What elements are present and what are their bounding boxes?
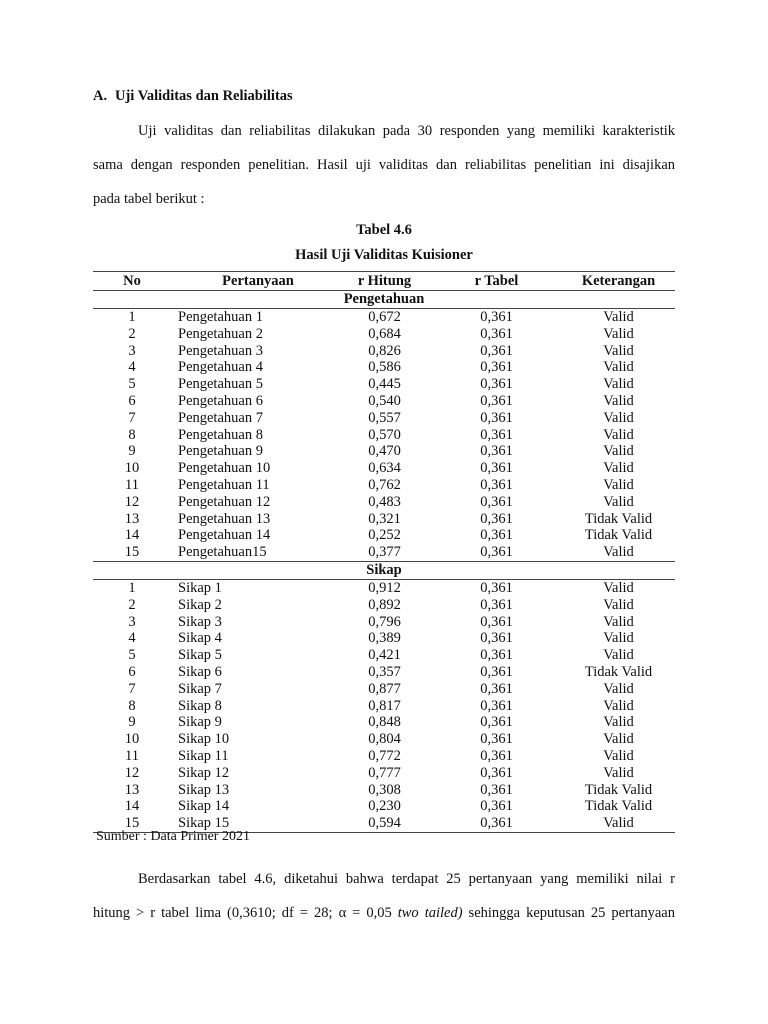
cell-keterangan: Valid <box>603 544 634 561</box>
table-row <box>93 527 675 544</box>
cell-r-hitung: 0,848 <box>368 714 401 731</box>
table-row <box>93 511 675 528</box>
cell-r-tabel: 0,361 <box>480 798 513 815</box>
cell-question: Sikap 3 <box>178 613 222 630</box>
cell-r-hitung: 0,777 <box>368 764 401 781</box>
cell-r-hitung: 0,796 <box>368 613 401 630</box>
cell-no: 10 <box>124 731 140 748</box>
cell-r-hitung: 0,557 <box>368 409 401 426</box>
cell-question: Pengetahuan 3 <box>178 342 263 359</box>
cell-r-tabel: 0,361 <box>480 731 513 748</box>
section-row <box>93 561 675 579</box>
cell-question: Pengetahuan 12 <box>178 493 271 510</box>
table-row <box>93 630 675 647</box>
cell-keterangan: Valid <box>603 426 634 443</box>
cell-keterangan: Valid <box>603 309 634 325</box>
cell-r-tabel: 0,361 <box>480 426 513 443</box>
cell-question: Sikap 7 <box>178 680 222 697</box>
cell-r-tabel: 0,361 <box>480 747 513 764</box>
cell-no: 15 <box>93 815 171 832</box>
cell-keterangan: Valid <box>603 376 634 393</box>
cell-r-tabel: 0,361 <box>480 309 513 325</box>
cell-r-tabel: 0,361 <box>480 460 513 477</box>
cell-keterangan: Tidak Valid <box>584 510 653 527</box>
section-label: Pengetahuan <box>93 291 675 309</box>
intro-paragraph <box>93 114 675 216</box>
conclusion-line-2-start: hitung > r tabel lima (0,3610; df = 28; α = 0,05 <box>93 905 398 921</box>
cell-question: Pengetahuan 5 <box>178 376 263 393</box>
table-row <box>93 460 675 477</box>
cell-r-tabel: 0,361 <box>480 647 513 664</box>
cell-r-hitung: 0,445 <box>368 376 401 393</box>
cell-no: 12 <box>124 764 140 781</box>
cell-r-hitung: 0,672 <box>368 309 401 325</box>
cell-question: Sikap 10 <box>178 731 230 748</box>
cell-keterangan: Valid <box>562 815 675 832</box>
table-title: Hasil Uji Validitas Kuisioner <box>295 247 473 263</box>
cell-r-tabel: 0,361 <box>480 764 513 781</box>
cell-question: Sikap 12 <box>178 764 230 781</box>
section-row <box>93 291 675 309</box>
cell-keterangan: Tidak Valid <box>584 798 653 815</box>
cell-question: Pengetahuan 7 <box>178 409 263 426</box>
intro-line-1: Uji validitas dan reliabilitas dilakukan pada 30 responden yang memiliki karakteristik <box>138 123 675 139</box>
cell-r-hitung: 0,483 <box>368 493 401 510</box>
header-no: No <box>93 272 171 291</box>
cell-no: 1 <box>128 579 136 596</box>
cell-r-hitung: 0,772 <box>368 747 401 764</box>
cell-r-tabel: 0,361 <box>480 392 513 409</box>
conclusion-italic: two tailed) <box>397 905 463 921</box>
cell-no: 9 <box>128 443 136 460</box>
cell-keterangan: Tidak Valid <box>584 781 653 798</box>
cell-question: Sikap 8 <box>178 697 222 714</box>
cell-keterangan: Valid <box>603 680 634 697</box>
cell-no: 8 <box>128 426 136 443</box>
cell-question: Pengetahuan 4 <box>178 359 263 376</box>
section-heading <box>93 88 293 105</box>
header-r-hitung: r Hitung <box>338 272 431 291</box>
cell-keterangan: Valid <box>603 714 634 731</box>
table-row <box>93 731 675 748</box>
table-row <box>93 477 675 494</box>
cell-no: 12 <box>124 493 140 510</box>
table-caption: Tabel 4.6 <box>356 222 412 238</box>
cell-no: 10 <box>124 460 140 477</box>
cell-keterangan: Valid <box>603 342 634 359</box>
intro-line-3: pada tabel berikut : <box>93 191 205 207</box>
cell-r-hitung: 0,634 <box>368 460 401 477</box>
cell-no: 2 <box>128 325 136 342</box>
cell-keterangan: Valid <box>603 697 634 714</box>
cell-keterangan: Valid <box>603 731 634 748</box>
table-row <box>93 748 675 765</box>
cell-r-hitung: 0,470 <box>368 443 401 460</box>
cell-r-hitung: 0,586 <box>368 359 401 376</box>
cell-keterangan: Valid <box>603 630 634 647</box>
conclusion-paragraph <box>93 862 675 930</box>
table-row <box>93 343 675 360</box>
cell-no: 7 <box>128 680 136 697</box>
section-number: A. <box>93 88 108 104</box>
cell-r-tabel: 0,361 <box>480 663 513 680</box>
cell-r-tabel: 0,361 <box>431 815 562 832</box>
cell-r-tabel: 0,361 <box>480 697 513 714</box>
table-row <box>93 664 675 681</box>
cell-no: 11 <box>125 747 139 764</box>
cell-r-tabel: 0,361 <box>480 613 513 630</box>
conclusion-line-2 <box>93 896 675 930</box>
header-r-tabel: r Tabel <box>431 272 562 291</box>
section-title: Uji Validitas dan Reliabilitas <box>115 88 293 104</box>
cell-question: Pengetahuan15 <box>178 544 267 561</box>
table-row <box>93 393 675 410</box>
conclusion-line-2-end: sehingga keputusan 25 pertanyaan <box>462 905 675 921</box>
cell-r-hitung: 0,817 <box>368 697 401 714</box>
table-row <box>93 427 675 444</box>
cell-keterangan: Valid <box>603 596 634 613</box>
intro-line-2: sama dengan responden penelitian. Hasil uji validitas dan reliabilitas penelitian ini disajikan <box>93 157 675 173</box>
cell-r-tabel: 0,361 <box>480 596 513 613</box>
table-row <box>93 681 675 698</box>
cell-question: Pengetahuan 8 <box>178 426 263 443</box>
cell-r-tabel: 0,361 <box>480 476 513 493</box>
table-row <box>93 359 675 376</box>
cell-keterangan: Valid <box>603 359 634 376</box>
table-row <box>93 376 675 393</box>
cell-keterangan: Valid <box>603 392 634 409</box>
cell-keterangan: Valid <box>603 325 634 342</box>
cell-keterangan: Tidak Valid <box>584 663 653 680</box>
cell-question: Pengetahuan 6 <box>178 392 263 409</box>
cell-r-hitung: 0,540 <box>368 392 401 409</box>
cell-r-tabel: 0,361 <box>480 630 513 647</box>
cell-r-tabel: 0,361 <box>480 781 513 798</box>
cell-no: 4 <box>128 359 136 376</box>
cell-no: 11 <box>125 476 139 493</box>
cell-question: Sikap 11 <box>178 747 229 764</box>
cell-question: Pengetahuan 13 <box>178 510 271 527</box>
validity-table <box>93 271 675 833</box>
cell-no: 6 <box>128 392 136 409</box>
cell-no: 13 <box>124 510 140 527</box>
cell-no: 9 <box>128 714 136 731</box>
cell-question: Pengetahuan 9 <box>178 443 263 460</box>
table-row <box>93 798 675 815</box>
cell-question: Sikap 1 <box>178 579 222 596</box>
section-label: Sikap <box>93 561 675 579</box>
cell-no: 7 <box>128 409 136 426</box>
cell-question: Sikap 6 <box>178 663 222 680</box>
cell-r-tabel: 0,361 <box>480 359 513 376</box>
cell-r-tabel: 0,361 <box>480 527 513 544</box>
cell-r-hitung: 0,321 <box>368 510 401 527</box>
cell-question: Pengetahuan 14 <box>178 527 271 544</box>
cell-r-hitung: 0,684 <box>368 325 401 342</box>
cell-r-hitung: 0,762 <box>368 476 401 493</box>
table-row <box>93 309 675 326</box>
cell-r-tabel: 0,361 <box>480 680 513 697</box>
cell-r-tabel: 0,361 <box>480 544 513 561</box>
cell-r-hitung: 0,877 <box>368 680 401 697</box>
cell-keterangan: Valid <box>603 647 634 664</box>
cell-r-hitung: 0,594 <box>338 815 431 832</box>
cell-no: 15 <box>124 544 140 561</box>
cell-r-hitung: 0,570 <box>368 426 401 443</box>
cell-keterangan: Valid <box>603 476 634 493</box>
table-source: Sumber : Data Primer 2021 <box>96 829 250 844</box>
cell-r-hitung: 0,421 <box>368 647 401 664</box>
cell-no: 3 <box>128 342 136 359</box>
cell-r-hitung: 0,252 <box>368 527 401 544</box>
cell-question: Sikap 2 <box>178 596 222 613</box>
cell-question: Sikap 4 <box>178 630 222 647</box>
cell-keterangan: Valid <box>603 747 634 764</box>
cell-r-hitung: 0,804 <box>368 731 401 748</box>
cell-question: Pengetahuan 10 <box>178 460 271 477</box>
cell-r-hitung: 0,912 <box>368 579 401 596</box>
cell-r-hitung: 0,389 <box>368 630 401 647</box>
cell-question: Sikap 14 <box>178 798 230 815</box>
table-row <box>93 326 675 343</box>
cell-no: 2 <box>128 596 136 613</box>
cell-no: 1 <box>128 309 136 325</box>
cell-question: Pengetahuan 11 <box>178 476 270 493</box>
cell-no: 8 <box>128 697 136 714</box>
cell-no: 5 <box>128 376 136 393</box>
cell-no: 3 <box>128 613 136 630</box>
cell-question: Sikap 9 <box>178 714 222 731</box>
conclusion-line-1: Berdasarkan tabel 4.6, diketahui bahwa terdapat 25 pertanyaan yang memiliki nilai r <box>138 871 675 887</box>
table-row <box>93 698 675 715</box>
cell-question: Sikap 5 <box>178 647 222 664</box>
cell-r-tabel: 0,361 <box>480 493 513 510</box>
cell-keterangan: Tidak Valid <box>584 527 653 544</box>
cell-r-tabel: 0,361 <box>480 579 513 596</box>
cell-r-tabel: 0,361 <box>480 376 513 393</box>
cell-r-hitung: 0,826 <box>368 342 401 359</box>
header-keterangan: Keterangan <box>562 272 675 291</box>
cell-keterangan: Valid <box>603 460 634 477</box>
cell-r-tabel: 0,361 <box>480 443 513 460</box>
table-row <box>93 614 675 631</box>
cell-r-hitung: 0,308 <box>368 781 401 798</box>
cell-r-hitung: 0,230 <box>368 798 401 815</box>
cell-no: 4 <box>128 630 136 647</box>
cell-question: Pengetahuan 2 <box>178 325 263 342</box>
table-row <box>93 782 675 799</box>
cell-r-tabel: 0,361 <box>480 325 513 342</box>
cell-keterangan: Valid <box>603 764 634 781</box>
table-row <box>93 765 675 782</box>
cell-no: 14 <box>124 798 140 815</box>
cell-question: Sikap 13 <box>178 781 230 798</box>
cell-r-tabel: 0,361 <box>480 342 513 359</box>
header-question: Pertanyaan <box>171 272 338 291</box>
cell-r-tabel: 0,361 <box>480 510 513 527</box>
table-header-row <box>93 272 675 291</box>
cell-no: 6 <box>128 663 136 680</box>
cell-question: Pengetahuan 1 <box>178 309 263 325</box>
table-row <box>93 494 675 511</box>
table-row <box>93 597 675 614</box>
cell-no: 5 <box>128 647 136 664</box>
table-row <box>93 443 675 460</box>
cell-r-hitung: 0,377 <box>368 544 401 561</box>
cell-keterangan: Valid <box>603 493 634 510</box>
cell-no: 14 <box>124 527 140 544</box>
table-row <box>93 714 675 731</box>
table-row <box>93 647 675 664</box>
cell-r-tabel: 0,361 <box>480 409 513 426</box>
cell-r-hitung: 0,892 <box>368 596 401 613</box>
cell-question: Sikap 15 <box>171 815 338 832</box>
cell-keterangan: Valid <box>603 613 634 630</box>
cell-no: 13 <box>124 781 140 798</box>
cell-keterangan: Valid <box>603 443 634 460</box>
cell-r-hitung: 0,357 <box>368 663 401 680</box>
cell-keterangan: Valid <box>603 409 634 426</box>
cell-keterangan: Valid <box>603 579 634 596</box>
table-row <box>93 544 675 561</box>
table-row <box>93 579 675 596</box>
table-row <box>93 410 675 427</box>
cell-r-tabel: 0,361 <box>480 714 513 731</box>
